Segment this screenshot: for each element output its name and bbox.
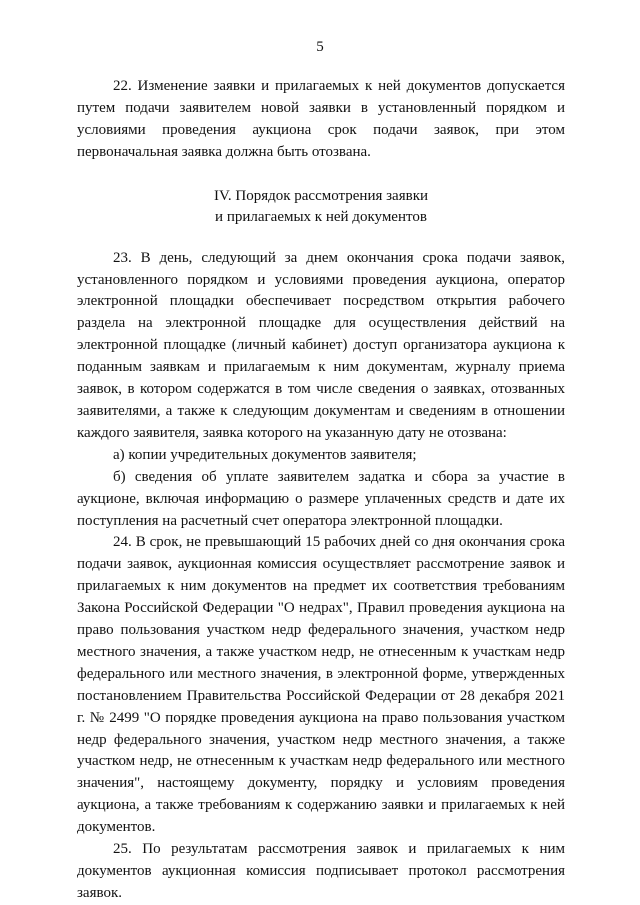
paragraph-23: 23. В день, следующий за днем окончания срока подачи заявок, установленного порядком и условиями проведения аукциона, оператор электронной площадки обеспечивает посредством открытия рабочего раздела на электронной площадке для осуществления действий на электронной площадке (личный кабинет) доступ организатора аукциона к поданным заявкам и прилагаемым к ним документам, журналу приема заявок, в котором содержатся в том числе сведения о заявках, отозванных заявителями, а также к следующим документам и сведениям в отношении каждого заявителя, заявка которого на указанную дату не отозвана: xyxy=(77,249,565,441)
list-item-b: б) сведения об уплате заявителем задатка и сбора за участие в аукционе, включая информацию о размере уплаченных средств и дате их поступления на расчетный счет оператора электронной площадки. xyxy=(77,468,565,529)
paragraph-25: 25. По результатам рассмотрения заявок и прилагаемых к ним документов аукционная комиссия подписывает протокол рассмотрения заявок. xyxy=(77,841,565,901)
document-body xyxy=(77,76,565,905)
paragraph-22: 22. Изменение заявки и прилагаемых к ней документов допускается путем подачи заявителем новой заявки в установленный порядком и условиями проведения аукциона срок подачи заявок, при этом первоначальная заявка должна быть отозвана. xyxy=(77,78,565,160)
list-item-a: а) копии учредительных документов заявителя; xyxy=(113,446,417,463)
section-heading-line-2: и прилагаемых к ней документов xyxy=(215,208,427,225)
paragraph-24: 24. В срок, не превышающий 15 рабочих дней со дня окончания срока подачи заявок, аукционная комиссия осуществляет рассмотрение заявок и прилагаемых к ним документов на предмет их соответствия требованиям Закона Российской Федерации "О недрах", Правил проведения аукциона на право пользования участком недр федерального значения, участком недр местного значения, а также участком недр, не отнесенным к участкам недр федерального или местного значения, в электронной форме, утвержденных постановлением Правительства Российской Федерации от 28 декабря 2021 г. № 2499 "О порядке проведения аукциона на право пользования участком недр федерального значения, участком недр местного значения, а также участком недр, не отнесенным к участкам недр федерального или местного значения", настоящему документу, порядку и условиям проведения аукциона, а также требованиям к содержанию заявки и прилагаемых к ней документов. xyxy=(77,534,565,836)
section-heading-line-1: IV. Порядок рассмотрения заявки xyxy=(213,187,429,204)
page-number: 5 xyxy=(316,39,324,55)
section-heading xyxy=(77,186,565,228)
